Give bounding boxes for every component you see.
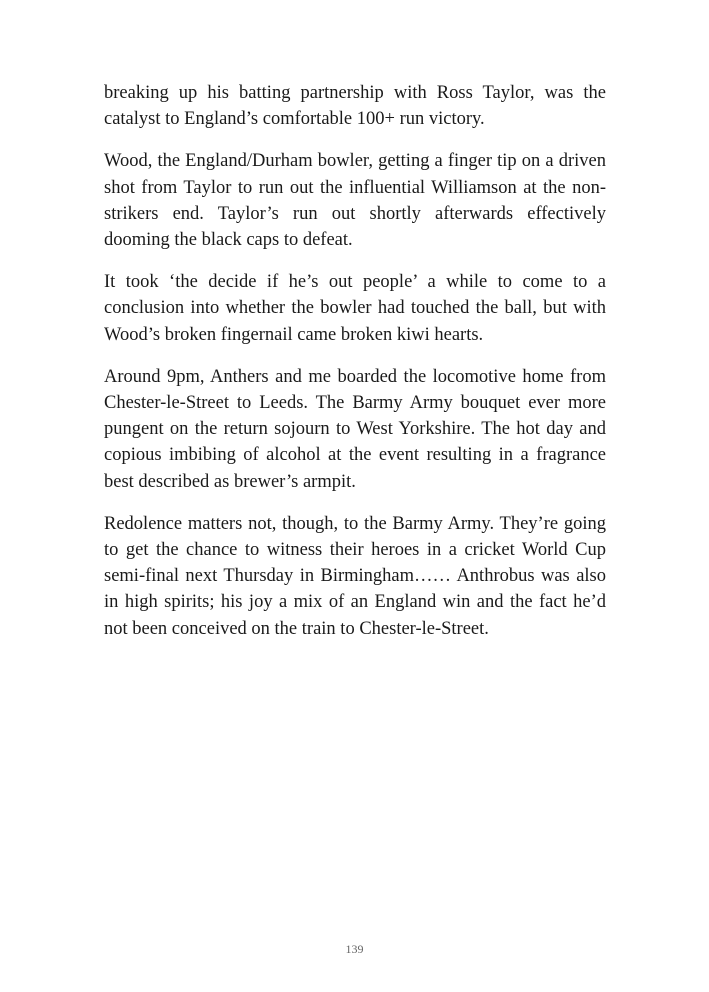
paragraph-4: Around 9pm, Anthers and me boarded the locomotive home from Chester-le-Street to Leeds. The Barmy Army bouquet ever more pungent on the return sojourn to West Yorkshire. The hot day and copious imbibing of alcohol at the event resulting in a fragrance best described as brewer’s armpit. [104, 366, 606, 492]
paragraph-2: Wood, the England/Durham bowler, getting a finger tip on a driven shot from Taylor to run out the influential Williamson at the non-strikers end. Taylor’s run out shortly afterwards effectively dooming the black caps to defeat. [104, 151, 606, 251]
page-number: 139 [345, 942, 364, 956]
body-text [104, 80, 606, 658]
paragraph-5: Redolence matters not, though, to the Barmy Army. They’re going to get the chance to witness their heroes in a cricket World Cup semi-final next Thursday in Birmingham…… Anthrobus was also in high spirits; his joy a mix of an England win and the fact he’d not been conceived on the train to Chester-le-Street. [104, 513, 606, 639]
paragraph-1: breaking up his batting partnership with Ross Taylor, was the catalyst to England’s comfortable 100+ run victory. [104, 83, 606, 130]
paragraph-3: It took ‘the decide if he’s out people’ a while to come to a conclusion into whether the bowler had touched the ball, but with Wood’s broken fingernail came broken kiwi hearts. [104, 272, 606, 345]
